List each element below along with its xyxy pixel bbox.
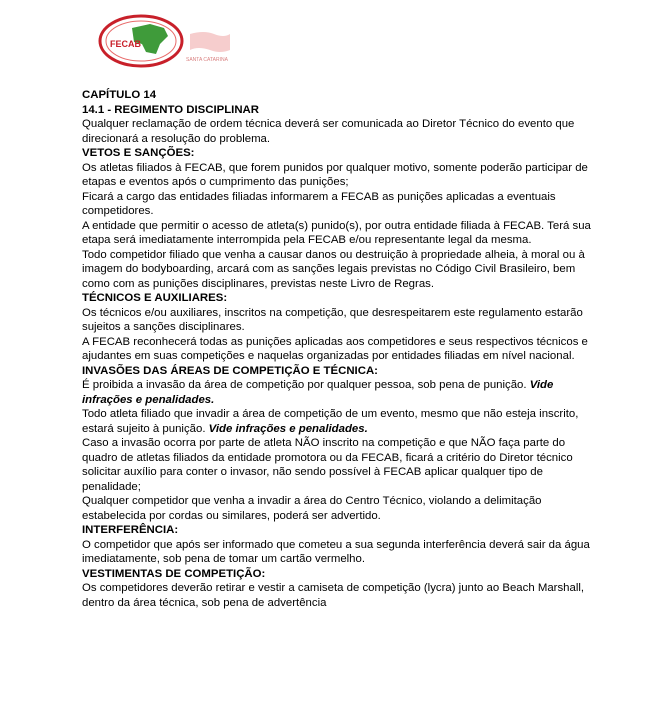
paragraph: Todo competidor filiado que venha a causar danos ou destruição à propriedade alheia, à moral ou à imagem do bodyboarding, arcará com as sanções legais previstas no Código Civil Brasileiro, bem como com as punições disciplinares, previstas neste Livro de Regras.	[82, 248, 585, 290]
subheading-interferencia: INTERFERÊNCIA:	[82, 524, 179, 536]
paragraph: A FECAB reconhecerá todas as punições aplicadas aos competidores e seus respectivos técnicos e ajudantes em suas competições e naquelas organizadas por entidades filiadas em nível nacional.	[82, 335, 588, 362]
subheading-vetos: VETOS E SANÇÕES:	[82, 147, 195, 159]
paragraph: O competidor que após ser informado que cometeu a sua segunda interferência deverá sair da água imediatamente, sob pena de tomar um cartão vermelho.	[82, 538, 590, 565]
svg-text:SANTA CATARINA: SANTA CATARINA	[186, 57, 228, 63]
fecab-logo	[98, 14, 184, 68]
subheading-invasoes: INVASÕES DAS ÁREAS DE COMPETIÇÃO E TÉCNICA:	[82, 364, 378, 377]
chapter-heading: CAPÍTULO 14	[82, 89, 157, 101]
paragraph: A entidade que permitir o acesso de atleta(s) punido(s), por outra entidade filiada à FECAB. Terá sua etapa será imediatamente interrompida pela FECAB e/ou representante legal da mesma.	[82, 219, 591, 246]
paragraph: Ficará a cargo das entidades filiadas informarem a FECAB as punições aplicadas a eventuais competidores.	[82, 190, 556, 217]
svg-text:FECAB: FECAB	[110, 39, 141, 49]
state-logo	[184, 28, 236, 66]
reference-link: Vide infrações e penalidades.	[82, 379, 554, 406]
paragraph-text: Todo atleta filiado que invadir a área de competição de um evento, mesmo que não esteja inscrito, estará sujeito à punição.	[82, 408, 579, 435]
paragraph	[82, 407, 602, 436]
paragraph: Os técnicos e/ou auxiliares, inscritos na competição, que desrespeitarem este regulamento estarão sujeitos a sanções disciplinares.	[82, 306, 583, 333]
subheading-tecnicos: TÉCNICOS E AUXILIARES:	[82, 292, 228, 304]
regulation-document	[82, 88, 602, 610]
paragraph: Caso a invasão ocorra por parte de atleta NÃO inscrito na competição e que NÃO faça parte do quadro de atletas filiados da entidade promotora ou da FECAB, ficará a critério do Diretor técnico solicitar auxílio para conter o invasor, não sendo possível à FECAB aplicar qualquer tipo de penalidade;	[82, 437, 573, 493]
reference-link: Vide infrações e penalidades.	[208, 422, 368, 435]
header-logos	[98, 14, 248, 70]
section-heading: 14.1 - REGIMENTO DISCIPLINAR	[82, 103, 260, 116]
paragraph: Os competidores deverão retirar e vestir a camiseta de competição (lycra) junto ao Beach Marshall, dentro da área técnica, sob pena de advertência	[82, 582, 585, 609]
paragraph: Qualquer reclamação de ordem técnica deverá ser comunicada ao Diretor Técnico do evento que direcionará a resolução do problema.	[82, 118, 575, 145]
paragraph: Os atletas filiados à FECAB, que forem punidos por qualquer motivo, somente poderão participar de etapas e eventos após o cumprimento das punições;	[82, 161, 588, 188]
paragraph-text: É proibida a invasão da área de competição por qualquer pessoa, sob pena de punição.	[82, 379, 527, 391]
subheading-vestimentas: VESTIMENTAS DE COMPETIÇÃO:	[82, 567, 266, 580]
paragraph	[82, 378, 602, 407]
paragraph: Qualquer competidor que venha a invadir a área do Centro Técnico, violando a delimitação estabelecida por cordas ou similares, poderá ser advertido.	[82, 495, 542, 522]
